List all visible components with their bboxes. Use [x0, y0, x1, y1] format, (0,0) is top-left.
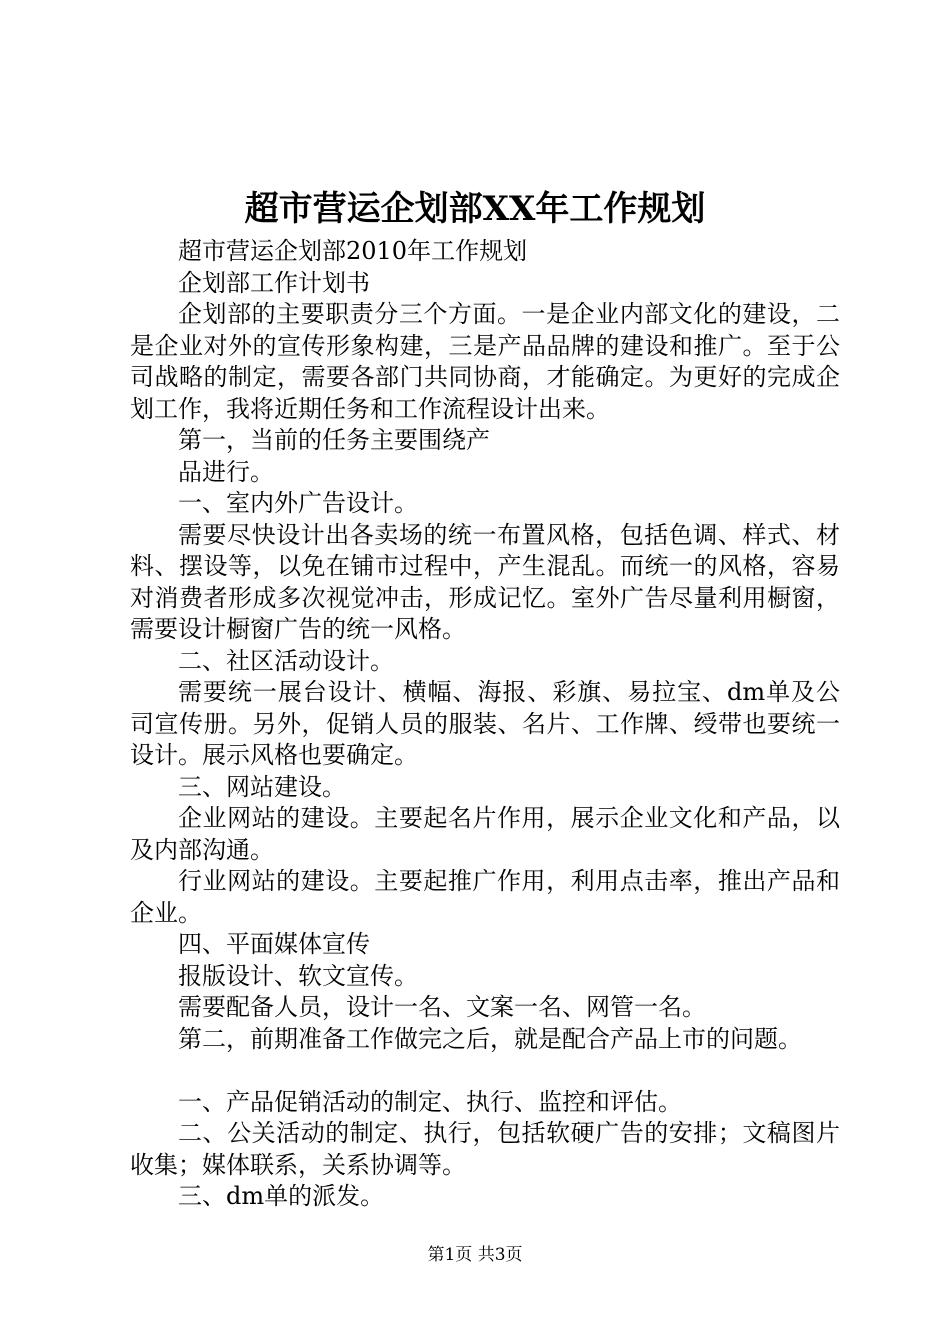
blank-line: [130, 1055, 840, 1087]
heading-print-media: 四、平面媒体宣传: [178, 930, 370, 958]
paragraph-industry-website: 行业网站的建设。主要起推广作用，利用点击率，推出产品和企业。: [130, 867, 840, 927]
paragraph-plan-name: 企划部工作计划书: [178, 268, 370, 297]
heading-website: 三、网站建设。: [178, 772, 346, 801]
document-body: [130, 236, 840, 1213]
paragraph-first-task-cont: 品进行。: [178, 457, 274, 486]
paragraph-indoor-outdoor-ads: 需要尽快设计出各卖场的统一布置风格，包括色调、样式、材料、摆设等，以免在铺市过程中，产生混乱。而统一的风格，容易对消费者形成多次视觉冲击，形成记忆。室外广告尽量利用橱窗，需要设计橱窗广告的统一风格。: [130, 520, 840, 643]
paragraph-responsibilities: 企划部的主要职责分三个方面。一是企业内部文化的建设，二是企业对外的宣传形象构建，三是产品品牌的建设和推广。至于公司战略的制定，需要各部门共同协商，才能确定。为更好的完成企划工作，我将近期任务和工作流程设计出来。: [130, 300, 840, 423]
paragraph-first-task: 第一，当前的任务主要围绕产: [178, 426, 490, 454]
paragraph-company-website: 企业网站的建设。主要起名片作用，展示企业文化和产品，以及内部沟通。: [130, 804, 840, 864]
paragraph-dm-distribution: 三、dm单的派发。: [178, 1182, 385, 1210]
paragraph-public-relations: 二、公关活动的制定、执行，包括软硬广告的安排；文稿图片收集；媒体联系，关系协调等。: [130, 1119, 840, 1179]
paragraph-print-media: 报版设计、软文宣传。: [178, 961, 418, 990]
paragraph-promotion: 一、产品促销活动的制定、执行、监控和评估。: [178, 1087, 682, 1116]
page-footer: 第1页 共3页: [427, 1245, 523, 1265]
heading-indoor-outdoor-ads: 一、室内外广告设计。: [178, 489, 418, 517]
paragraph-subtitle: 超市营运企划部2010年工作规划: [178, 237, 528, 265]
heading-community-events: 二、社区活动设计。: [178, 646, 394, 675]
paragraph-community-events: 需要统一展台设计、横幅、海报、彩旗、易拉宝、dm单及公司宣传册。另外，促销人员的服装、名片、工作牌、绶带也要统一设计。展示风格也要确定。: [130, 678, 840, 769]
document-title: 超市营运企划部XX年工作规划: [244, 189, 706, 229]
paragraph-staffing: 需要配备人员，设计一名、文案一名、网管一名。: [178, 993, 706, 1021]
paragraph-second-phase: 第二，前期准备工作做完之后，就是配合产品上市的问题。: [178, 1024, 802, 1053]
